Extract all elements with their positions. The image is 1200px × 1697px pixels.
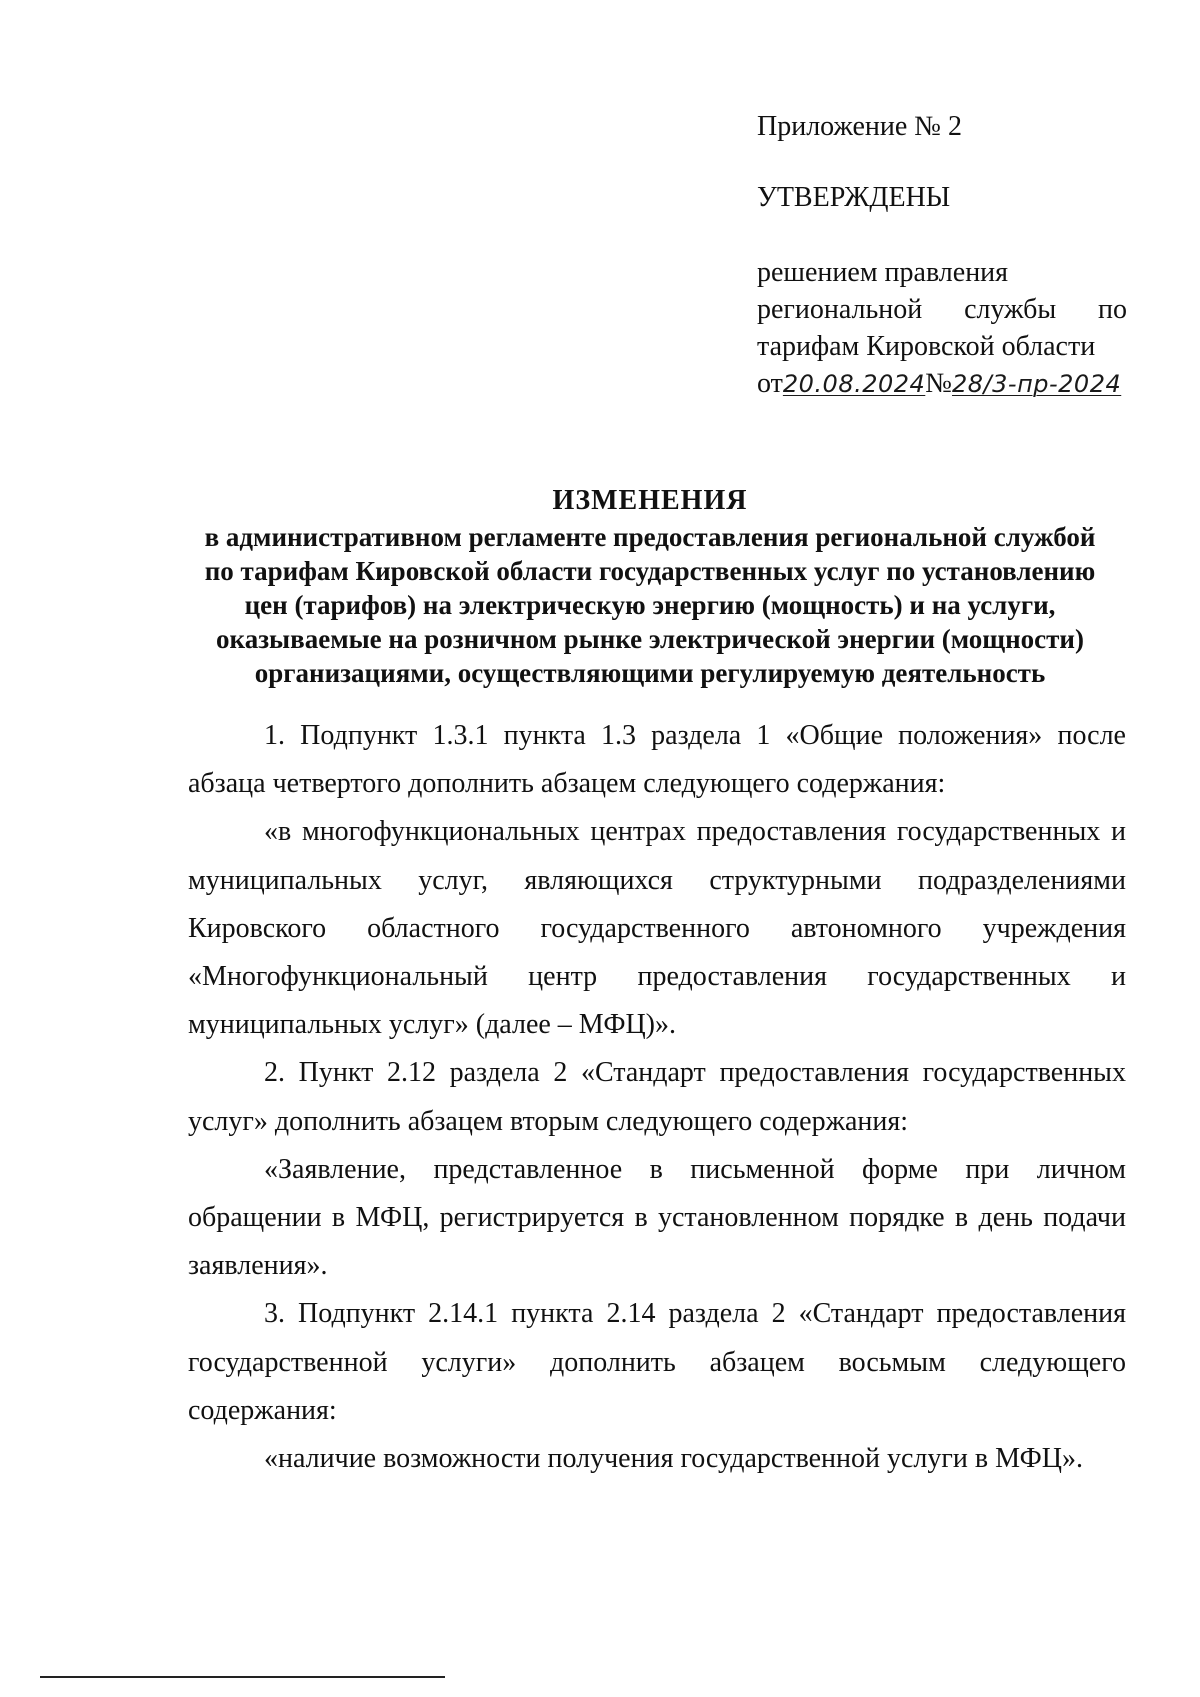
- document-subtitle-line: в административном регламенте предоставления региональной службой: [204, 522, 1096, 552]
- body-paragraph: «наличие возможности получения государственной услуги в МФЦ».: [264, 1443, 1083, 1475]
- decision-line: тарифам Кировской области: [757, 331, 1096, 362]
- decision-line: решением правления: [757, 257, 1009, 288]
- approval-block: [757, 108, 1127, 403]
- decision-reference: [757, 254, 1127, 403]
- approved-label: УТВЕРЖДЕНЫ: [757, 182, 951, 213]
- date-prefix: от: [757, 368, 783, 399]
- body-paragraph: 1. Подпункт 1.3.1 пункта 1.3 раздела 1 «Общие положения» после абзаца четвертого дополнить абзацем следующего содержания:: [188, 720, 1126, 800]
- handwritten-date: 20.08.2024: [782, 370, 926, 398]
- document-subtitle-line: по тарифам Кировской области государственных услуг по установлению: [204, 556, 1096, 586]
- document-subtitle-line: организациями, осуществляющими регулируемую деятельность: [254, 658, 1046, 688]
- decision-date-number: [757, 365, 1127, 403]
- body-paragraph: «в многофункциональных центрах предоставления государственных и муниципальных услуг, являющихся структурными подразделениями Кировского областного государственного автономного учреждения «Многофункциональный центр предоставления государственных и муниципальных услуг» (далее – МФЦ)».: [188, 816, 1126, 1041]
- body-paragraph: 3. Подпункт 2.14.1 пункта 2.14 раздела 2 «Стандарт предоставления государственной услуги» дополнить абзацем восьмым следующего содержания:: [188, 1298, 1126, 1426]
- decision-line: региональной службы по: [757, 294, 1127, 325]
- document-title: ИЗМЕНЕНИЯ: [552, 485, 748, 516]
- document-subtitle-line: оказываемые на розничном рынке электрической энергии (мощности): [216, 624, 1084, 654]
- number-prefix: №: [925, 368, 953, 399]
- footnote-separator: [40, 1676, 445, 1678]
- body-paragraph: «Заявление, представленное в письменной форме при личном обращении в МФЦ, регистрируется в установленном порядке в день подачи заявления».: [188, 1153, 1126, 1282]
- document-body: [188, 712, 1126, 1483]
- body-paragraph: 2. Пункт 2.12 раздела 2 «Стандарт предоставления государственных услуг» дополнить абзацем вторым следующего содержания:: [188, 1057, 1126, 1137]
- document-subtitle-line: цен (тарифов) на электрическую энергию (мощность) и на услуги,: [244, 590, 1056, 620]
- document-heading: [150, 484, 1150, 690]
- appendix-label: Приложение № 2: [757, 111, 962, 142]
- handwritten-number: 28/3-пр-2024: [952, 370, 1122, 398]
